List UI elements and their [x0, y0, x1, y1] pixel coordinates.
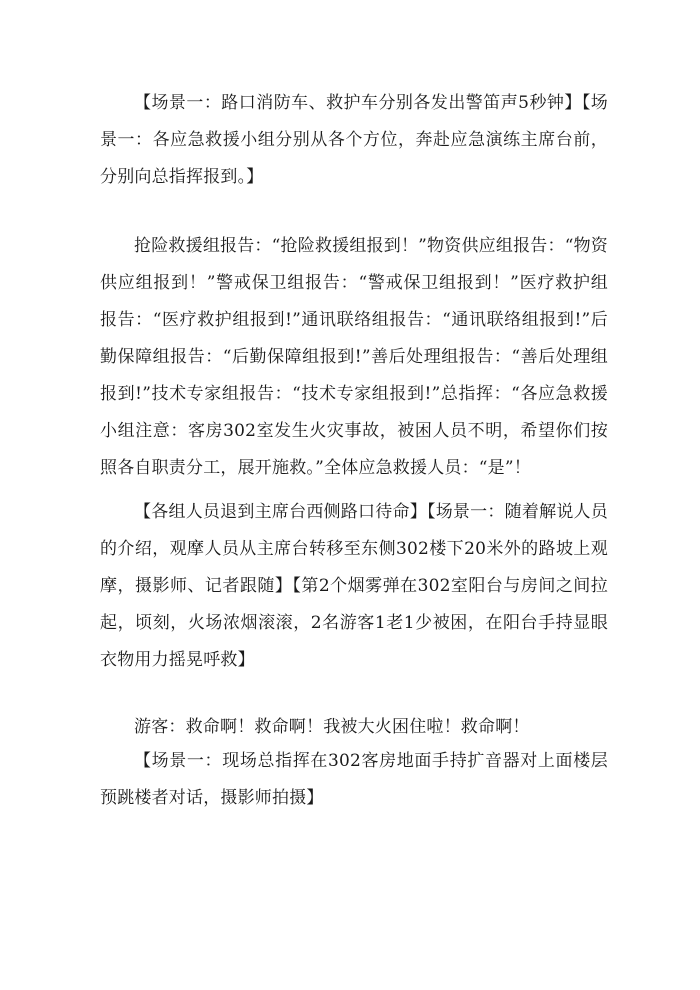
paragraph-tourist-call: 游客：救命啊！救命啊！我被大火困住啦！救命啊！: [134, 717, 530, 737]
paragraph-scene-sirens: 【场景一：路口消防车、救护车分别各发出警笛声5秒钟】【场景一：各应急救援小组分别从各个方位，奔赴应急演练主席台前，分别向总指挥报到。】: [100, 93, 608, 187]
paragraph-smoke-scene: 【各组人员退到主席台西侧路口待命】【场景一：随着解说人员的介绍，观摩人员从主席台转移至东侧302楼下20米外的路坡上观摩，摄影师、记者跟随】【第2个烟雾弹在302室阳台与房间之间拉起，顷刻，火场浓烟滚滚，2名游客1老1少被困，在阳台手持显眼衣物用力摇晃呼救】: [100, 502, 608, 670]
paragraph-team-reports: 抢险救援组报告：“抢险救援组报到！”物资供应组报告：“物资供应组报到！”警戒保卫组报告：“警戒保卫组报到！”医疗救护组报告：“医疗救护组报到!”通讯联络组报告：“通讯联络组报到!”后勤保障组报告：“后勤保障组报到!”善后处理组报告：“善后处理组报到!”技术专家组报告：“技术专家组报到!”总指挥：“各应急救援小组注意：客房302室发生火灾事故，被困人员不明，希望你们按照各自职责分工，展开施救。”全体应急救援人员：“是”！: [100, 236, 608, 478]
paragraph-commander-dialogue: 【场景一：现场总指挥在302客房地面手持扩音器对上面楼层预跳楼者对话，摄影师拍摄】: [100, 751, 608, 808]
